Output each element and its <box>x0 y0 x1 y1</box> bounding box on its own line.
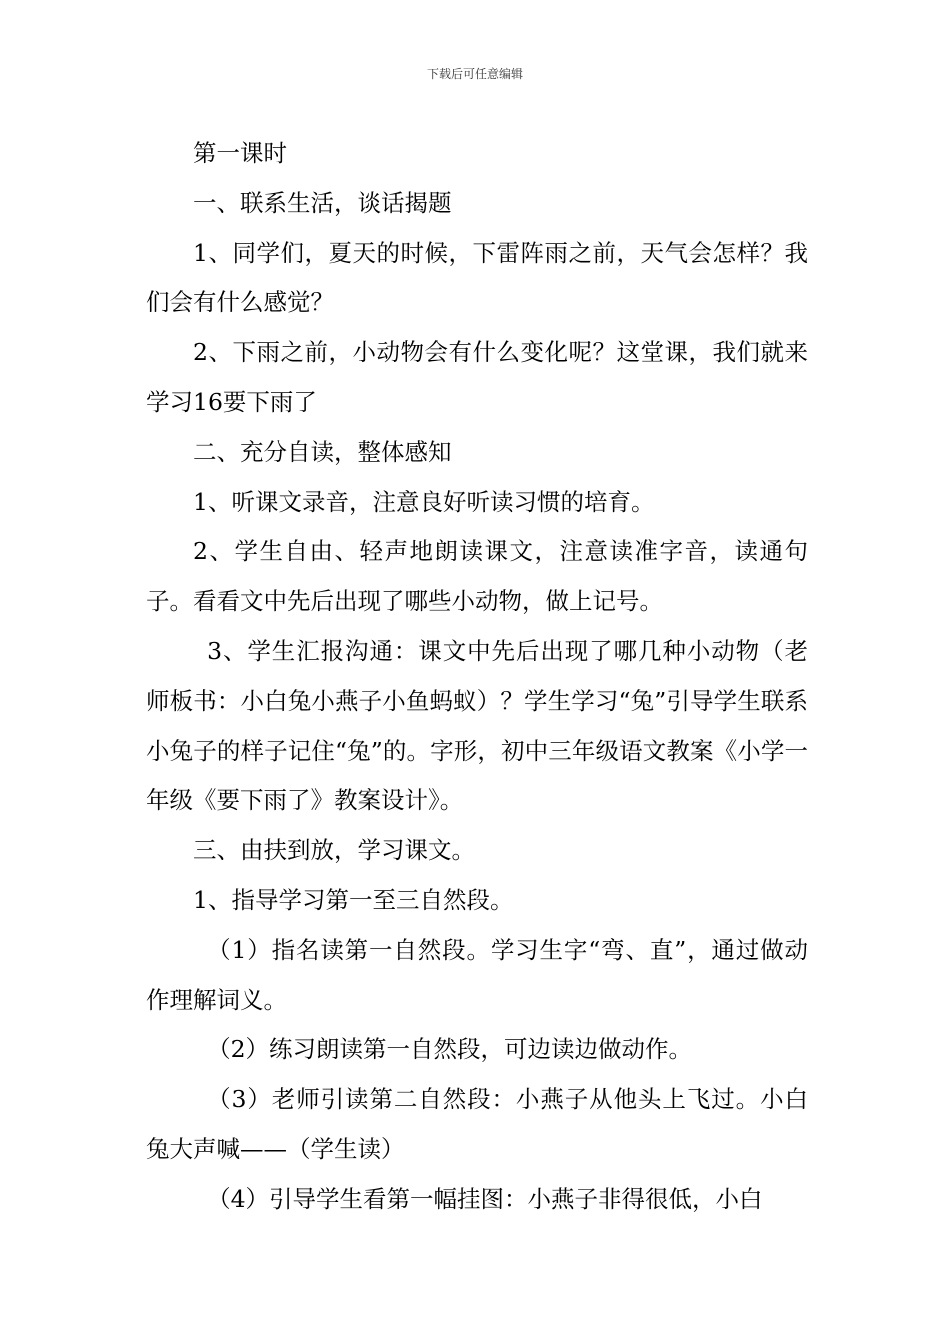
paragraph: 3、学生汇报沟通：课文中先后出现了哪几种小动物（老师板书：小白兔小燕子小鱼蚂蚁）？学生学习“兔”引导学生联系小兔子的样子记住“兔”的。字形，初中三年级语文教案《小学一年级《要下雨了》教案设计》。 <box>146 636 808 815</box>
section-heading-2: 二、充分自读，整体感知 <box>193 437 452 466</box>
section-heading-3: 三、由扶到放，学习课文。 <box>193 836 475 865</box>
paragraph: （3）老师引读第二自然段：小燕子从他头上飞过。小白兔大声喊——（学生读） <box>146 1085 808 1163</box>
paragraph: （1）指名读第一自然段。学习生字“弯、直”，通过做动作理解词义。 <box>146 935 808 1014</box>
paragraph: 1、听课文录音，注意良好听读习惯的培育。 <box>193 487 655 516</box>
paragraph: 1、同学们，夏天的时候，下雷阵雨之前，天气会怎样？我们会有什么感觉？ <box>146 238 808 317</box>
paragraph: 2、下雨之前，小动物会有什么变化呢？这堂课，我们就来学习16要下雨了 <box>146 338 808 416</box>
paragraph: （4）引导学生看第一幅挂图：小燕子非得很低，小白 <box>207 1184 763 1213</box>
document-body <box>146 129 808 1225</box>
lesson-title: 第一课时 <box>193 139 287 167</box>
section-heading-1: 一、联系生活，谈话揭题 <box>193 188 452 217</box>
page-header: 下载后可任意编辑 <box>426 67 523 81</box>
paragraph: 1、指导学习第一至三自然段。 <box>193 885 514 914</box>
paragraph: （2）练习朗读第一自然段，可边读边做动作。 <box>207 1035 693 1064</box>
paragraph: 2、学生自由、轻声地朗读课文，注意读准字音，读通句子。看看文中先后出现了哪些小动物，做上记号。 <box>146 537 808 616</box>
